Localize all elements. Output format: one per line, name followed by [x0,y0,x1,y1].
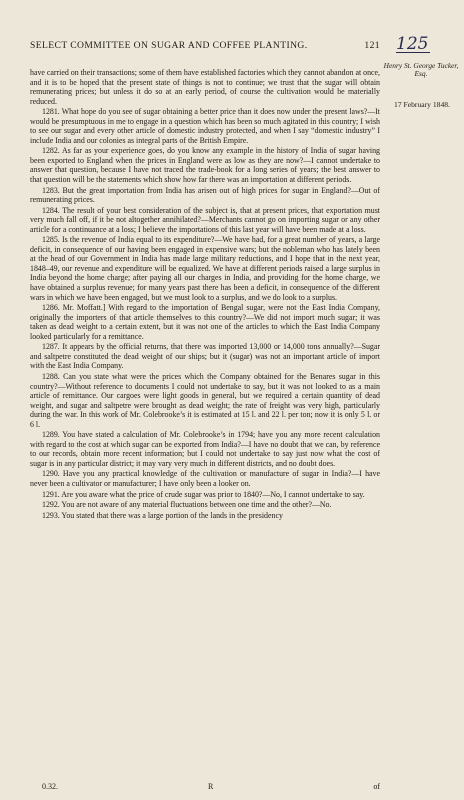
handwritten-number-text: 125 [396,34,429,54]
margin-witness-name: Henry St. George Tucker, Esq. [383,61,459,79]
header-title: SELECT COMMITTEE ON SUGAR AND COFFEE PLANTING. [30,40,308,51]
margin-date: 17 February 1848. [394,100,450,109]
paragraph: 1291. Are you aware what the price of crude sugar was prior to 1840?—No, I cannot undertake to say. [42,489,365,499]
paragraph: 1288. Can you state what were the prices which the Company obtained for the Benares sugar in this country?—Without reference to documents I could not undertake to say, but it was not looked to as a main article of remittance. Our cargoes were light goods in general, but we required a certain quantity of dead weight, and sugar and saltpetre were brought as dead weight; the rate of freight was very high, particularly during the war. In this work of Mr. Colebrooke’s it is estimated at 15 l. and 22 l. per ton; now it is only 5 l. or 6 l. [30,371,380,429]
running-header [30,40,380,51]
footer-signature-mark: R [208,782,214,791]
footer-catchword: of [373,782,380,791]
paragraph: 1281. What hope do you see of sugar obtaining a better price than it does now under the present laws?—It would be presumptuous in me to engage in a question which has been so much agitated in this country; I wish to see our sugar and every other article of domestic industry protected, and when I say “domestic industry” I include India and our colonies as integral parts of the British Empire. [30,107,380,145]
paragraph: 1282. As far as your experience goes, do you know any example in the history of India of sugar having been exported to England when the prices in England were as low as they are now?—I cannot undertake to answer that question, because I have not traced the trade-book for a long series of years; the best answer to that question will be the statements which show how far there was an importation at different periods. [30,146,380,185]
paragraph: 1290. Have you any practical knowledge of the cultivation or manufacture of sugar in India?—I have never been a cultivator or manufacturer; I have only been a looker on. [30,469,380,488]
paragraph: 1286. Mr. Moffatt.] With regard to the importation of Bengal sugar, were not the East India Company, originally the importers of that article themselves to this country?—We did not import much sugar; it was taken as dead weight to a certain extent, but it was not one of the articles to which the East India Company looked particularly for a remittance. [30,303,380,341]
footer-sheet-number: 0.32. [42,782,58,791]
paragraph: 1287. It appears by the official returns, that there was imported 13,000 or 14,000 tons annually?—Sugar and saltpetre constituted the dead weight of our ships; but it (sugar) was not an important article of import with the East India Company. [30,342,380,371]
handwritten-page-number [396,34,430,53]
paragraph: 1284. The result of your best consideration of the subject is, that at present prices, that exportation must very much fall off, if it be not altogether annihilated?—Merchants cannot go on importing sugar or any other article for a continuance at a loss; I believe the importations of this last year will have been made at a loss. [30,205,380,234]
paragraph: 1289. You have stated a calculation of Mr. Colebrooke’s in 1794; have you any more recent calculation with regard to the cost at which sugar can be exported from India?—I have no doubt that we can, by reference to our records, obtain more recent information; but I could not undertake to say just now what the cost of sugar is in any particular district; it may vary very much in different districts, and no doubt does. [30,430,380,468]
paragraph: 1292. You are not aware of any material fluctuations between one time and the other?—No. [42,500,332,510]
paragraph: 1285. Is the revenue of India equal to its expenditure?—We have had, for a great number of years, a large deficit, in consequence of our having been engaged in expensive wars; but the nobleman who has lately been at the head of our Government in India has made large military reductions, and I hope that in the next year, 1848–49, our revenue and expenditure will be equalized. We have at different periods raised a large surplus in India beyond the home charge; after paying all our charges in India, and providing for the home charge, we have obtained a surplus revenue; for many years past there has been a deficit, in consequence of the different wars in which we have been engaged, but we must look to a surplus, and we do look to a surplus. [30,235,380,302]
paragraph: 1283. But the great importation from India has arisen out of high prices for sugar in England?—Out of remunerating prices. [30,185,380,205]
paragraph: 1293. You stated that there was a large portion of the lands in the presidency [42,510,283,520]
paragraph: have carried on their transactions; some of them have established factories which they cannot abandon at once, and it is to be hoped that the present state of things is not to continue; we trust that the sugar will obtain remunerating prices; but unless it do so at an early period, of course the cultivation would be materially reduced. [30,68,380,106]
testimony-body [30,68,380,520]
header-page-number: 121 [364,40,380,51]
